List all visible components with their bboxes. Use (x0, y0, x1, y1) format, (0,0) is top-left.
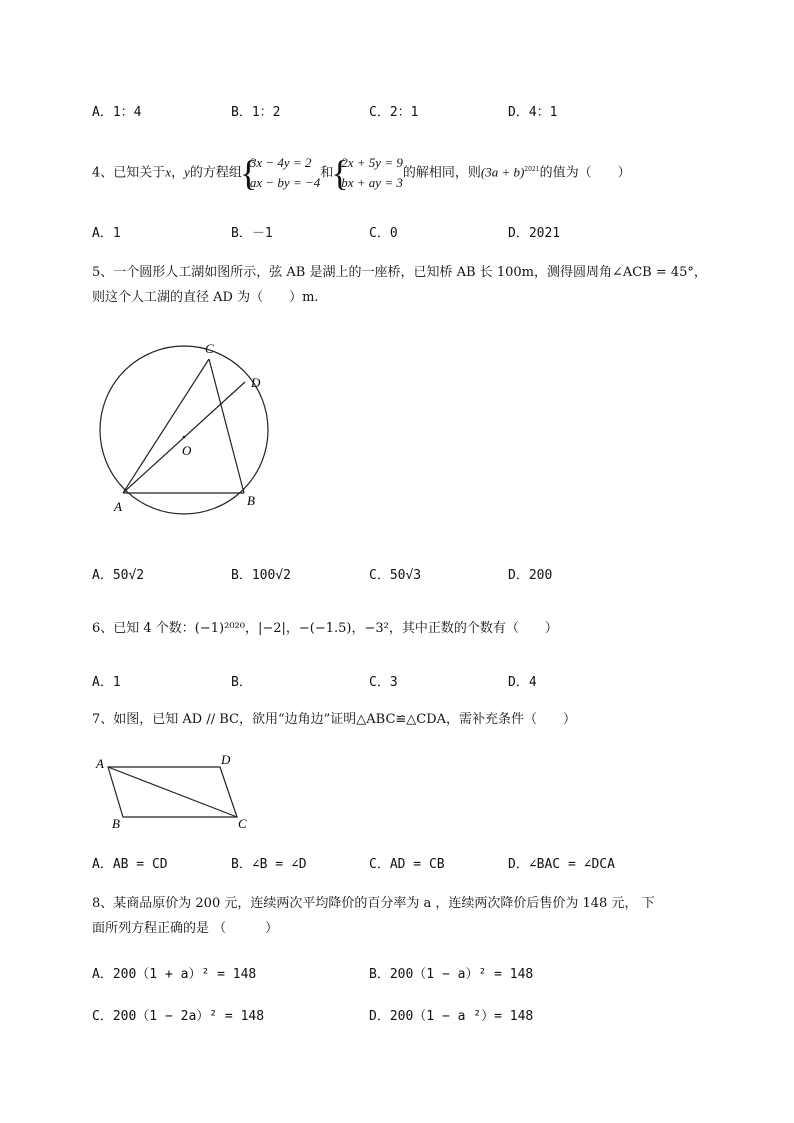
diagonal-ac (108, 767, 237, 817)
q5-option-d[interactable]: D．200 (508, 568, 553, 583)
q4-option-c[interactable]: C．0 (369, 226, 398, 241)
q5-option-b[interactable]: B．100√2 (231, 568, 291, 583)
question-5-line-2: 则这个人工湖的直径 AD 为（ ）m. (92, 290, 319, 305)
q3-option-b[interactable]: B．1：2 (231, 105, 281, 120)
q4-var-y: y (184, 164, 190, 180)
q4-sys1-eq2: ax − by = −4 (249, 174, 321, 190)
q4-sys2-eq1: 2x + 5y = 9 (341, 154, 403, 170)
label-b: B (247, 493, 255, 508)
q3-option-d[interactable]: D．4：1 (508, 105, 558, 120)
q8-option-a[interactable]: A．200（1 + a）² = 148 (92, 967, 257, 982)
q8-option-b[interactable]: B．200（1 − a）² = 148 (369, 967, 534, 982)
q5-option-c[interactable]: C．50√3 (369, 568, 422, 583)
label-o: O (182, 443, 192, 458)
q8-option-c[interactable]: C．200（1 − 2a）² = 148 (92, 1009, 265, 1024)
q4-var-x: x (165, 164, 172, 180)
q4-sys2-eq2: bx + ay = 3 (341, 174, 403, 190)
q7-option-c[interactable]: C．AD = CB (369, 857, 445, 872)
question-4-stem (92, 150, 631, 193)
q3-option-a[interactable]: A．1：4 (92, 105, 142, 120)
label-b: B (112, 816, 120, 831)
q4-sys1-eq1: 3x − 4y = 2 (249, 154, 312, 170)
chord-cb (209, 359, 244, 493)
label-a: A (114, 499, 122, 514)
q6-option-c[interactable]: C．3 (369, 675, 398, 690)
question-8-line-1: 8、某商品原价为 200 元，连续两次平均降价的百分率为 a ，连续两次降价后售价为 148 元， 下 (92, 896, 655, 911)
label-c: C (205, 341, 214, 356)
circle-figure (90, 335, 280, 525)
q4-comma: ， (171, 165, 185, 181)
q7-option-b[interactable]: B．∠B = ∠D (231, 857, 307, 872)
q5-option-a[interactable]: A．50√2 (92, 568, 145, 583)
q4-exponent: 2021 (524, 166, 540, 173)
q7-option-d[interactable]: D．∠BAC = ∠DCA (508, 857, 615, 872)
q6-option-a[interactable]: A．1 (92, 675, 121, 690)
question-8-line-2: 面所列方程正确的是 （ ） (92, 921, 279, 936)
label-c: C (238, 816, 247, 831)
q6-option-d[interactable]: D．4 (508, 675, 537, 690)
question-7-stem: 7、如图，已知 AD // BC，欲用“边角边”证明△ABC≌△CDA，需补充条件（ ） (92, 712, 577, 727)
q4-text2: 的解相同，则 (402, 165, 481, 181)
q4-system-1 (242, 153, 320, 193)
center-dot (183, 436, 186, 439)
q7-option-a[interactable]: A．AB = CD (92, 857, 168, 872)
q4-text3: 的值为（ ） (539, 165, 631, 181)
q4-expression: (3a + b) (480, 164, 525, 180)
q6-option-b[interactable]: B． (231, 675, 252, 690)
q4-option-b[interactable]: B．－1 (231, 226, 273, 241)
q3-option-c[interactable]: C．2：1 (369, 105, 419, 120)
parallelogram-figure (90, 748, 260, 838)
q4-option-a[interactable]: A．1 (92, 226, 121, 241)
q4-system-2 (333, 153, 403, 193)
q4-option-d[interactable]: D．2021 (508, 226, 561, 241)
label-d: D (221, 752, 231, 767)
q4-and: 和 (320, 165, 334, 181)
label-d: D (251, 375, 261, 390)
label-a: A (96, 756, 104, 771)
question-6-stem: 6、已知 4 个数：(−1)²⁰²⁰，|−2|，−(−1.5)，−3²，其中正数的个数有（ ） (92, 621, 558, 636)
q4-prefix: 4、已知关于 (92, 165, 166, 181)
q8-option-d[interactable]: D．200（1 − a ²）= 148 (369, 1009, 534, 1024)
q4-text1: 的方程组 (189, 165, 242, 181)
question-5-line-1: 5、一个圆形人工湖如图所示，弦 AB 是湖上的一座桥，已知桥 AB 长 100m，测得圆周角∠ACB = 45°， (92, 265, 707, 280)
